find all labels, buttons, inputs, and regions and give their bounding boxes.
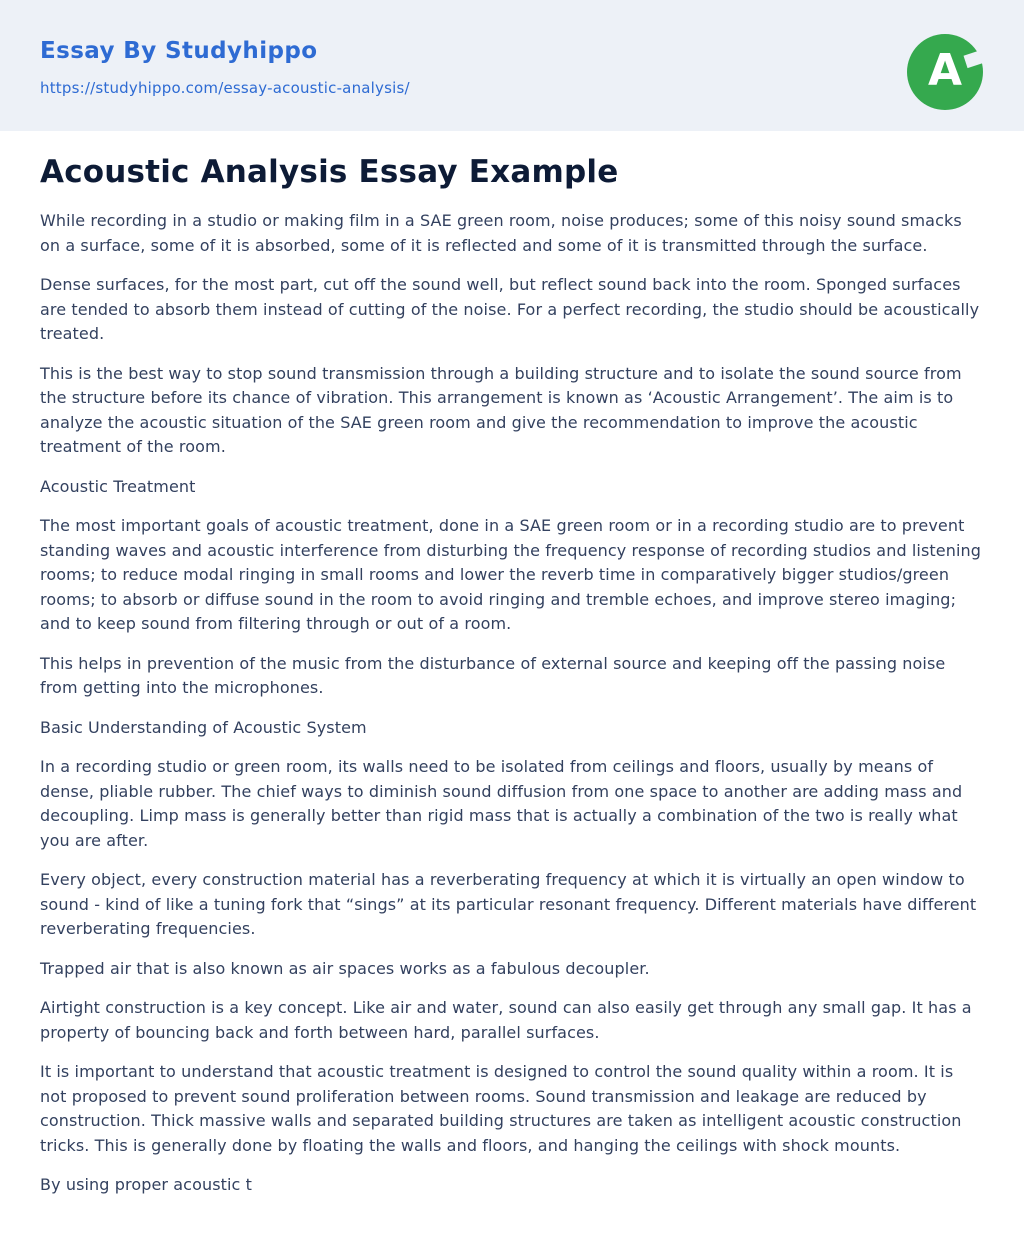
essay-paragraph: In a recording studio or green room, its walls need to be isolated from ceilings and floors, usually by means of dense, pliable rubber. The chief ways to diminish sound diffusion from one space to another are adding mass and decoupling. Limp mass is generally better than rigid mass that is actually a combination of the two is really what you are after. [40,757,963,850]
essay-paragraph: Every object, every construction material has a reverberating frequency at which it is virtually an open window to sound - kind of like a tuning fork that “sings” at its particular resonant frequency. Different materials have different reverberating frequencies. [40,870,977,938]
essay-content [0,131,1024,1198]
site-title: Essay By Studyhippo [40,38,318,64]
logo-letter: A [927,45,963,96]
essay-paragraph: This helps in prevention of the music from the disturbance of external source and keeping off the passing noise from getting into the microphones. [40,653,946,697]
essay-paragraph: Trapped air that is also known as air spaces works as a fabulous decoupler. [40,958,650,978]
essay-paragraph: While recording in a studio or making film in a SAE green room, noise produces; some of this noisy sound smacks on a surface, some of it is absorbed, some of it is reflected and some of it is transmitted through the surface. [40,211,962,255]
essay-paragraph: It is important to understand that acoustic treatment is designed to control the sound quality within a room. It is not proposed to prevent sound proliferation between rooms. Sound transmission and leakage are reduced by construction. Thick massive walls and separated building structures are taken as intelligent acoustic construction tricks. This is generally done by floating the walls and floors, and hanging the ceilings with shock mounts. [40,1062,962,1155]
section-heading-acoustic-treatment: Acoustic Treatment [40,476,196,496]
essay-paragraph: This is the best way to stop sound transmission through a building structure and to isolate the sound source from the structure before its chance of vibration. This arrangement is known as ‘Acoustic Arrangement’. The aim is to analyze the acoustic situation of the SAE green room and give the recommendation to improve the acoustic treatment of the room. [40,363,962,456]
studyhippo-logo [907,34,983,110]
essay-paragraph: Airtight construction is a key concept. Like air and water, sound can also easily get through any small gap. It has a property of bouncing back and forth between hard, parallel surfaces. [40,998,972,1042]
essay-paragraph-truncated: By using proper acoustic t [40,1175,253,1194]
essay-paragraph: Dense surfaces, for the most part, cut off the sound well, but reflect sound back into the room. Sponged surfaces are tended to absorb them instead of cutting of the noise. For a perfect recording, the studio should be acoustically treated. [40,275,980,343]
essay-title: Acoustic Analysis Essay Example [40,154,619,190]
essay-paragraph: The most important goals of acoustic treatment, done in a SAE green room or in a recording studio are to prevent standing waves and acoustic interference from disturbing the frequency response of recording studios and listening rooms; to reduce modal ringing in small rooms and lower the reverb time in comparatively bigger studios/green rooms; to absorb or diffuse sound in the room to avoid ringing and tremble echoes, and improve stereo imaging; and to keep sound from filtering through or out of a room. [40,516,982,633]
section-heading-basic-understanding: Basic Understanding of Acoustic System [40,717,367,737]
source-url-link[interactable]: https://studyhippo.com/essay-acoustic-analysis/ [40,79,410,97]
page-header [0,0,1024,131]
header-text-block [40,34,410,97]
